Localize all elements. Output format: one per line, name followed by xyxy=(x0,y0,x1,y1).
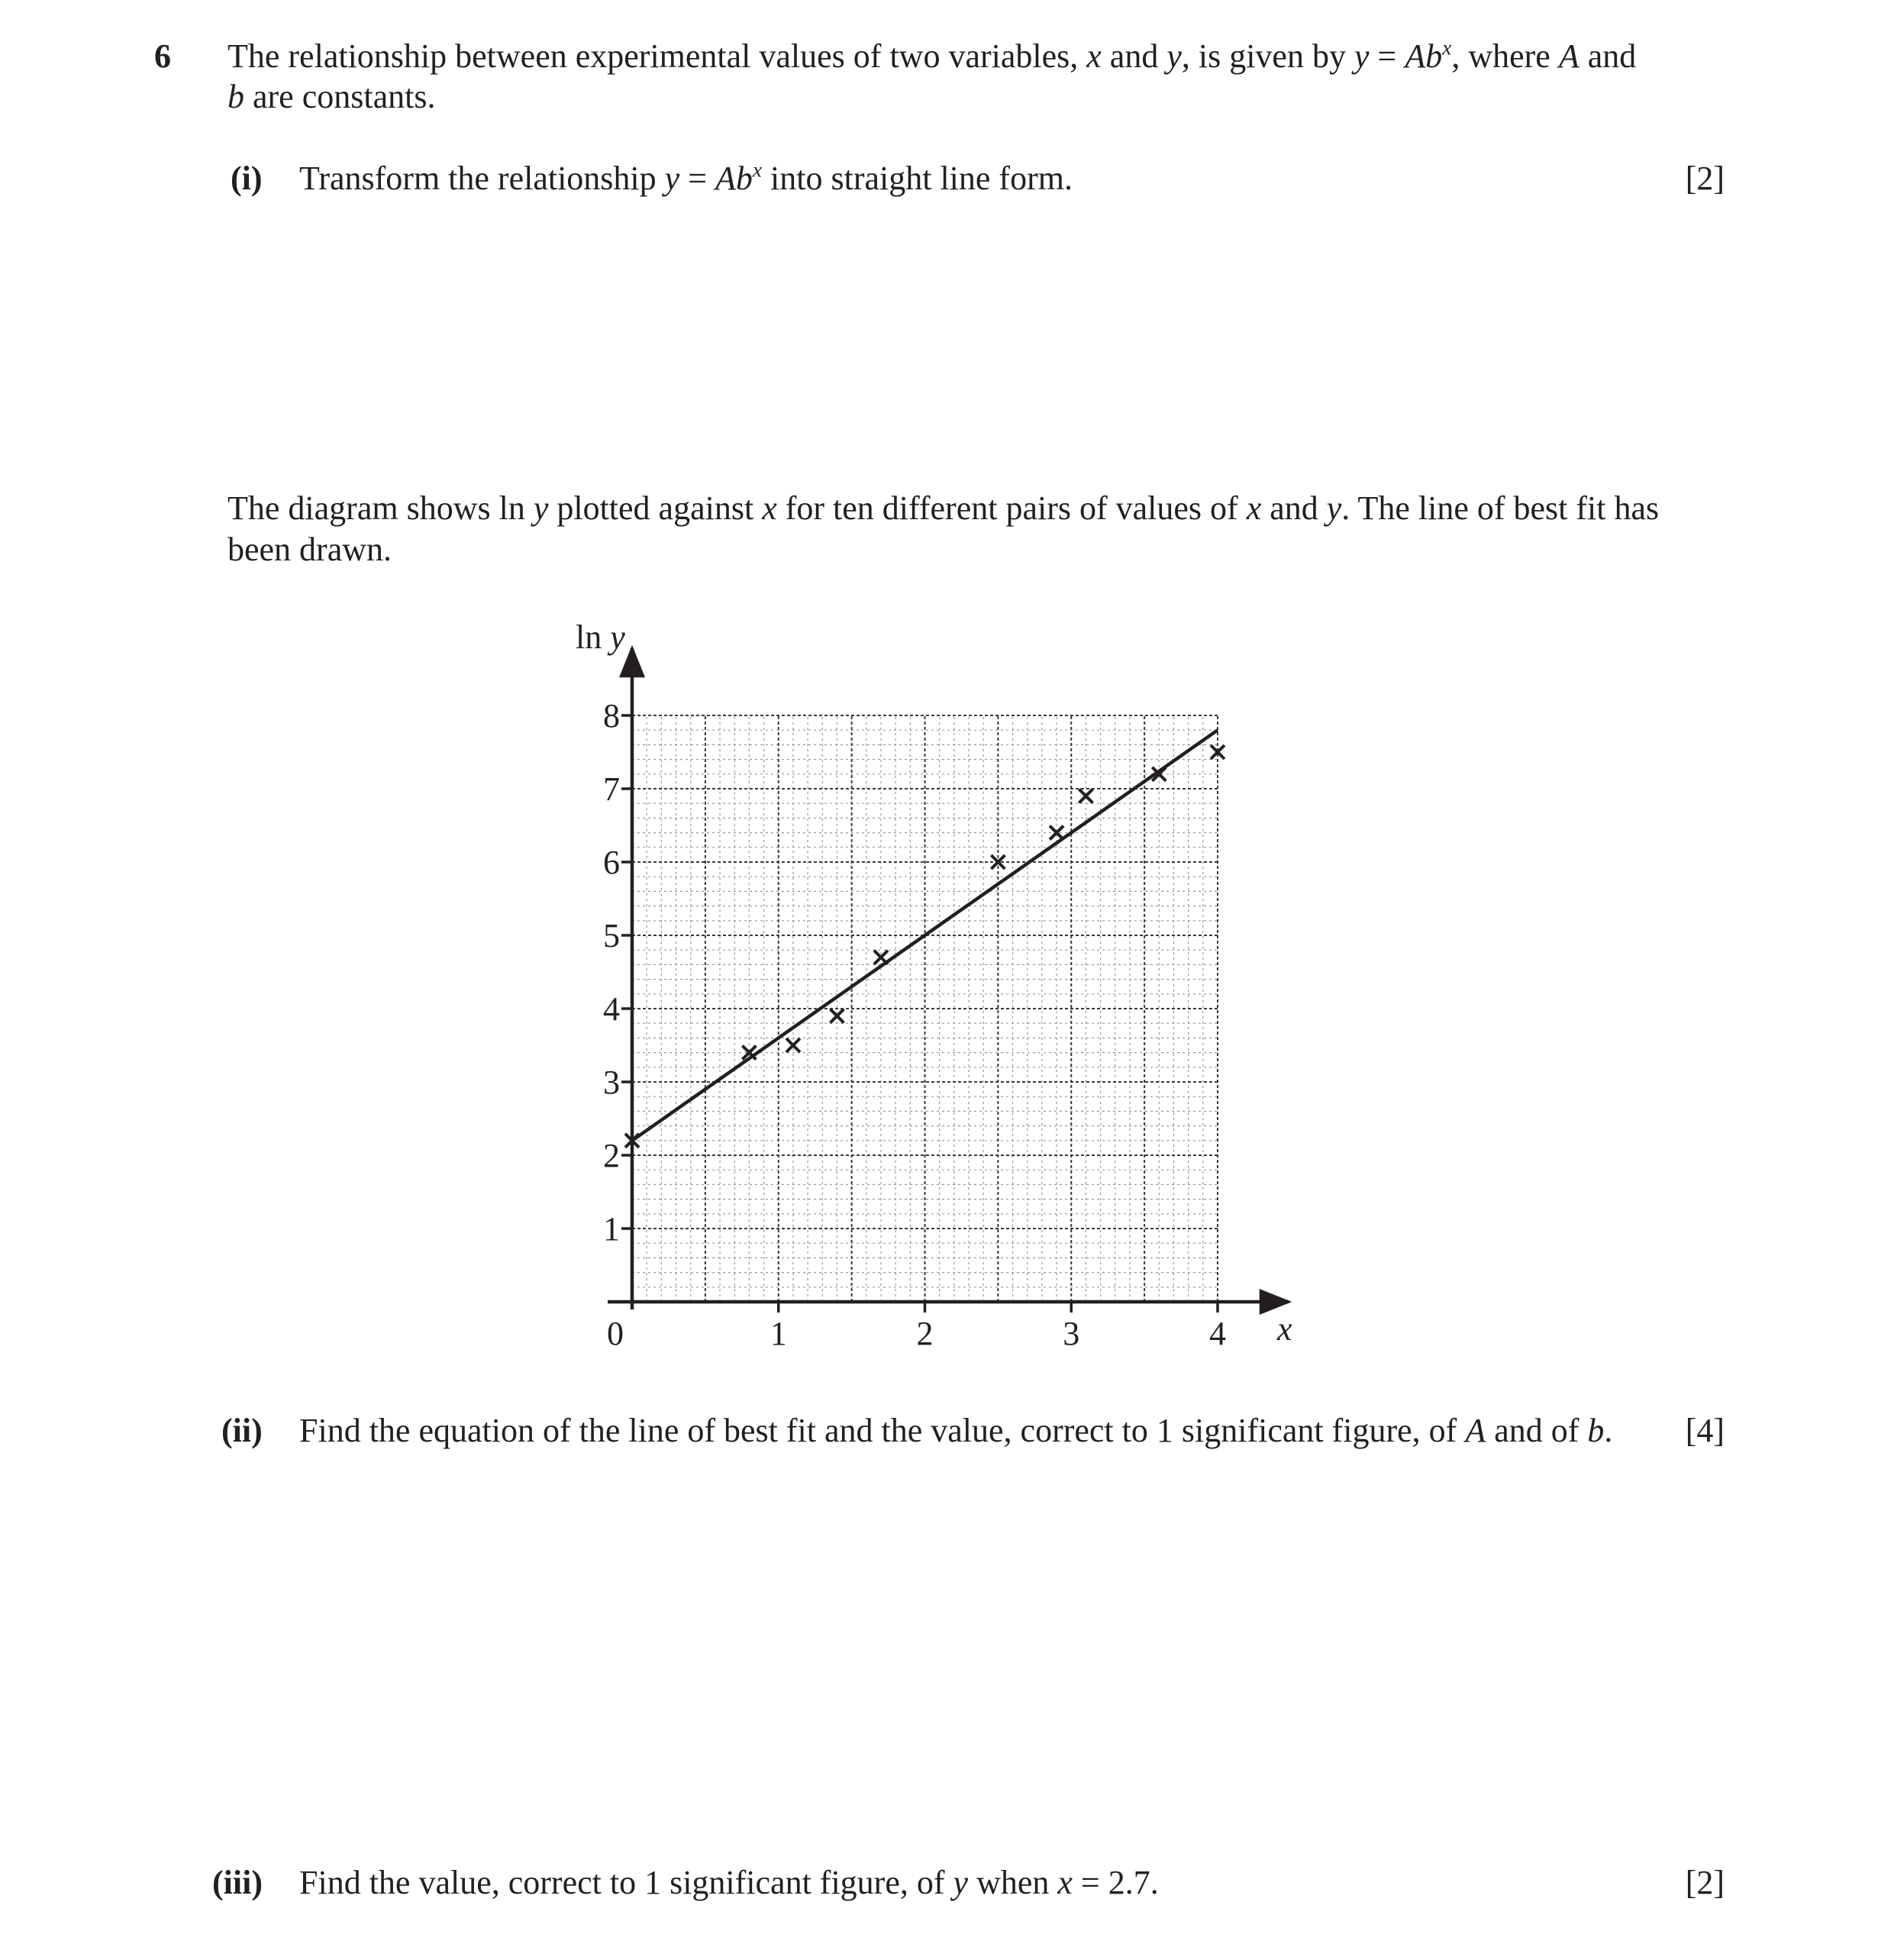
x-tick-label: 3 xyxy=(1063,1315,1080,1352)
y-tick-label: 7 xyxy=(603,770,620,808)
y-tick-label: 3 xyxy=(603,1064,620,1101)
x-tick-label: 2 xyxy=(916,1315,934,1352)
part-ii-text: Find the equation of the line of best fit and the value, correct to 1 significant figure, of A and of b. xyxy=(299,1412,1613,1449)
y-tick-label: 5 xyxy=(603,917,620,954)
data-point xyxy=(1211,745,1224,759)
part-i-label: (i) xyxy=(231,160,263,197)
diagram-description-line-2: been drawn. xyxy=(227,531,392,568)
x-tick-label: 4 xyxy=(1209,1315,1226,1352)
diagram-description-line-1: The diagram shows ln y plotted against x for ten different pairs of values of x and y. The line of best fit has xyxy=(227,489,1660,527)
question-number: 6 xyxy=(154,37,171,75)
y-axis-label: ln y xyxy=(576,618,625,656)
part-iii-label: (iii) xyxy=(212,1864,263,1901)
question-intro-line-1: The relationship between experimental values of two variables, x and y, is given by $y = Ab^x$, where A and xyxy=(227,36,1637,75)
x-tick-label: 1 xyxy=(770,1315,787,1352)
part-i-marks: [2] xyxy=(1685,160,1725,197)
y-tick-label: 8 xyxy=(603,697,620,735)
data-point xyxy=(1079,789,1092,803)
y-tick-label: 2 xyxy=(603,1137,620,1174)
part-iii-marks: [2] xyxy=(1685,1864,1725,1901)
origin-label: 0 xyxy=(607,1315,624,1352)
part-iii-text: Find the value, correct to 1 significant figure, of y when x = 2.7. xyxy=(299,1864,1159,1901)
question-intro-line-2: b are constants. xyxy=(227,78,436,115)
part-ii-marks: [4] xyxy=(1685,1412,1725,1449)
chart-ticks xyxy=(621,715,1218,1313)
y-tick-label: 6 xyxy=(603,844,620,881)
y-tick-label: 1 xyxy=(603,1210,620,1248)
chart-tick-labels xyxy=(603,697,1226,1352)
part-i-text: Transform the relationship $y = Ab^x$ into straight line form. xyxy=(299,158,1073,197)
part-ii-label: (ii) xyxy=(221,1412,263,1449)
y-tick-label: 4 xyxy=(603,990,620,1028)
x-axis-label: x xyxy=(1277,1310,1292,1348)
